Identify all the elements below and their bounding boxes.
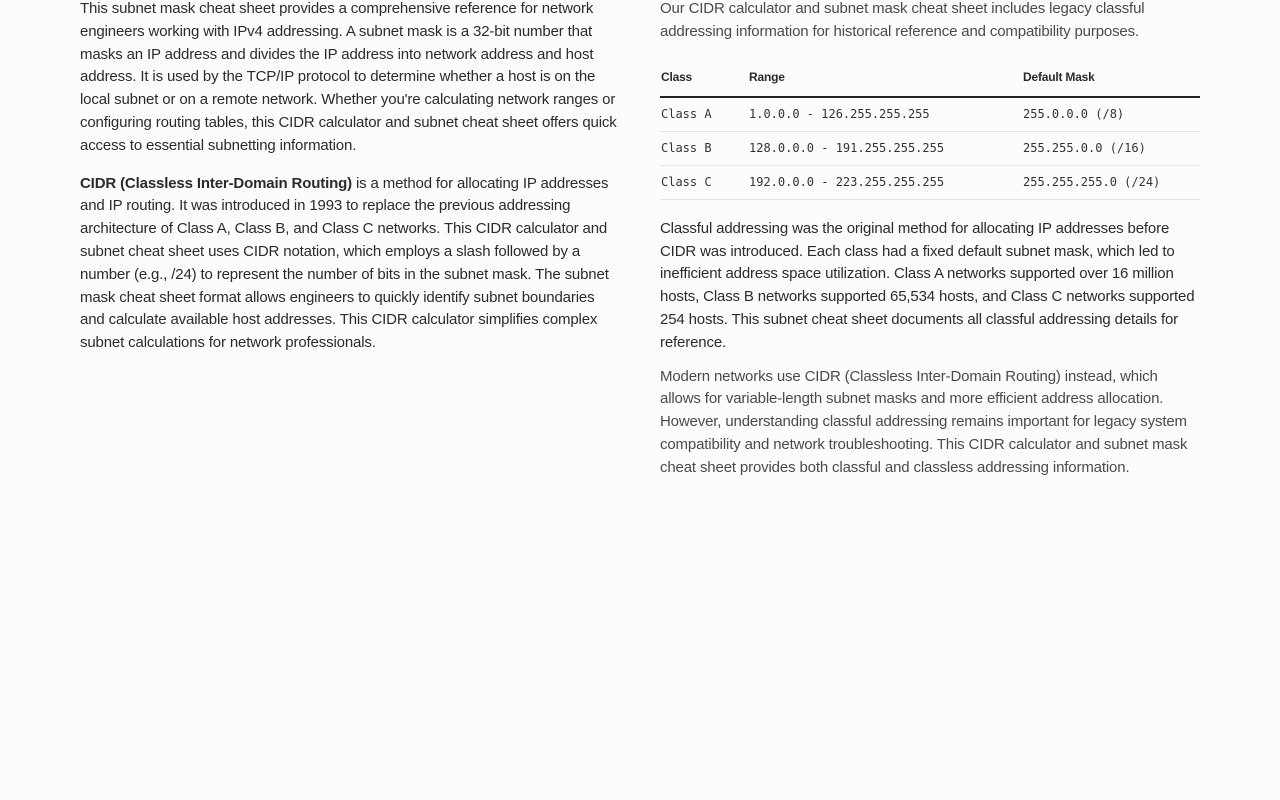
classful-history-paragraph: Classful addressing was the original method for allocating IP addresses before CIDR was introduced. Each class had a fixed default subnet mask, which led to inefficient address space utilization. Class A networks supported over 16 million hosts, Class B networks supported 65,534 hosts, and Class C networks supported 254 hosts. This subnet cheat sheet documents all classful addressing details for reference.: [660, 219, 1195, 351]
class-cell: Class C: [660, 165, 748, 199]
cidr-term: CIDR (Classless Inter-Domain Routing): [80, 174, 352, 192]
range-cell: 1.0.0.0 - 126.255.255.255: [748, 97, 1022, 131]
class-cell: Class B: [660, 132, 748, 166]
range-cell: 192.0.0.0 - 223.255.255.255: [748, 165, 1022, 199]
left-column: [80, 0, 622, 355]
cidr-description-text: is a method for allocating IP addresses and IP routing. It was introduced in 1993 to replace the previous addressing architecture of Class A, Class B, and Class C networks. This CIDR calculator and subnet cheat sheet uses CIDR notation, which employs a slash followed by a number (e.g., /24) to represent the number of bits in the subnet mask. The subnet mask cheat sheet format allows engineers to quickly identify subnet boundaries and calculate available host addresses. This CIDR calculator simplifies complex subnet calculations for network professionals.: [80, 174, 609, 352]
table-header-row: [660, 62, 1200, 98]
mask-cell: 255.0.0.0 (/8): [1022, 97, 1200, 131]
table-row: [660, 165, 1200, 199]
cidr-description-paragraph: [80, 173, 622, 355]
class-cell: Class A: [660, 97, 748, 131]
table-row: [660, 97, 1200, 131]
header-default-mask: Default Mask: [1022, 62, 1200, 98]
classful-addressing-table: [660, 62, 1200, 200]
header-class: Class: [660, 62, 748, 98]
classful-intro-paragraph: Our CIDR calculator and subnet mask cheat sheet includes legacy classful addressing information for historical reference and compatibility purposes.: [660, 0, 1145, 40]
subnet-mask-intro-paragraph: This subnet mask cheat sheet provides a comprehensive reference for network engineers working with IPv4 addressing. A subnet mask is a 32-bit number that masks an IP address and divides the IP address into network address and host address. It is used by the TCP/IP protocol to determine whether a host is on the local subnet or on a remote network. Whether you're calculating network ranges or configuring routing tables, this CIDR calculator and subnet cheat sheet offers quick access to essential subnetting information.: [80, 0, 617, 154]
mask-cell: 255.255.0.0 (/16): [1022, 132, 1200, 166]
range-cell: 128.0.0.0 - 191.255.255.255: [748, 132, 1022, 166]
mask-cell: 255.255.255.0 (/24): [1022, 165, 1200, 199]
header-range: Range: [748, 62, 1022, 98]
modern-cidr-paragraph: Modern networks use CIDR (Classless Inter-Domain Routing) instead, which allows for variable-length subnet masks and more efficient address allocation. However, understanding classful addressing remains important for legacy system compatibility and network troubleshooting. This CIDR calculator and subnet mask cheat sheet provides both classful and classless addressing information.: [660, 367, 1188, 476]
right-column: [660, 0, 1200, 480]
table-row: [660, 132, 1200, 166]
